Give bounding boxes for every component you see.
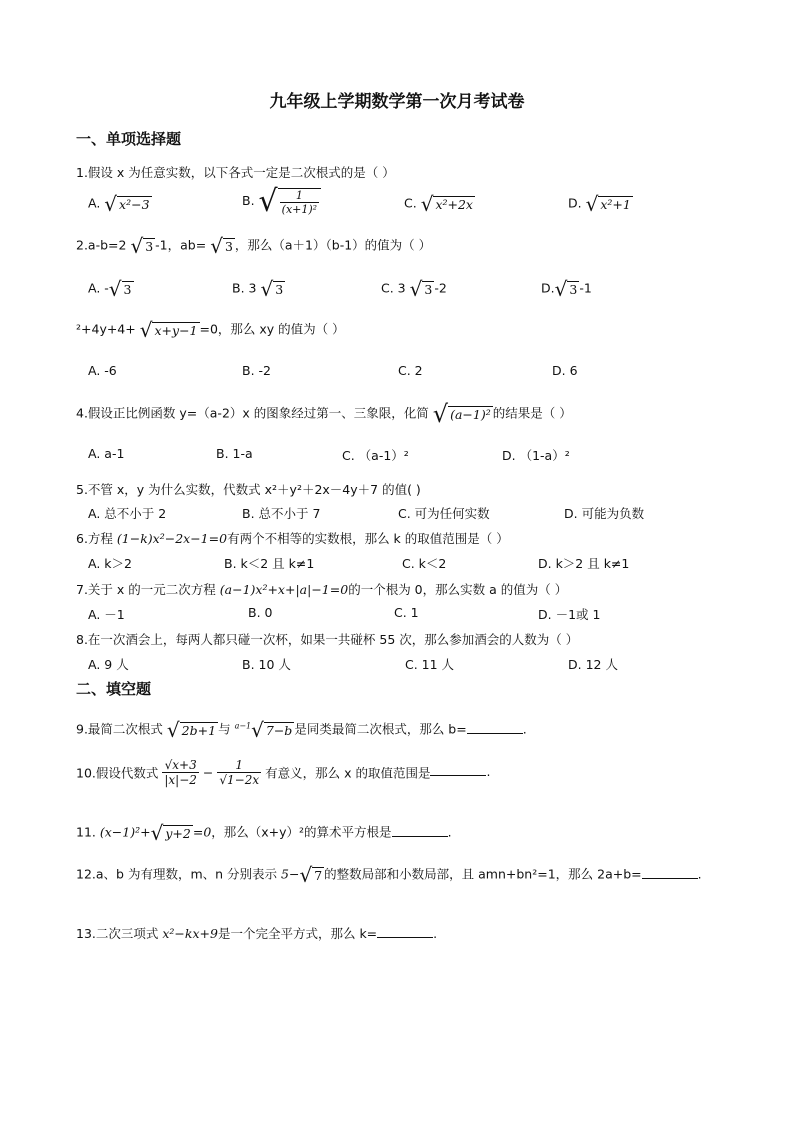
sqrt-icon: √ 2b+1 — [166, 718, 217, 742]
q6-option-d: D. k＞2 且 k≠1 — [538, 556, 630, 571]
sqrt-icon: √ 3 — [130, 234, 154, 258]
q4-option-a: A. a-1 — [88, 446, 125, 461]
sqrt-icon: √ $\frac{1}{\text{(x+1)²}}$ — [259, 184, 322, 219]
question-9-stem: 9.最简二次根式 √ 2b+1 与 $^{a-1}$√ 7−b 是同类最简二次根式，那么 b= . — [76, 718, 527, 742]
sqrt-icon: √ 3 — [260, 277, 284, 301]
question-3-stem: ²+4y+4+ √ x+y−1 =0，那么 xy 的值为（ ） — [76, 318, 345, 342]
q2-option-a: A. -√ 3 — [88, 277, 132, 301]
q2-option-d: D.√ 3 -1 — [541, 277, 592, 301]
q8-option-c: C. 11 人 — [405, 657, 455, 672]
question-2-stem: 2.a-b=2 √ 3 -1，ab= √ 3 ，那么（a＋1）（b-1）的值为（ ） — [76, 234, 432, 258]
page-title: 九年级上学期数学第一次月考试卷 — [269, 92, 525, 112]
section-heading-choice: 一、单项选择题 — [76, 130, 182, 148]
q5-option-d: D. 可能为负数 — [564, 506, 645, 521]
sqrt-icon: √ 3 — [210, 234, 233, 258]
question-13-stem: 13.二次三项式 x²−kx+9是一个完全平方式，那么 k= . — [76, 926, 438, 941]
sqrt-icon: √ 3 — [554, 277, 578, 301]
q3-option-b: B. -2 — [242, 363, 271, 378]
q5-option-b: B. 总不小于 7 — [242, 506, 321, 521]
q6-option-c: C. k＜2 — [402, 556, 447, 571]
q7-option-a: A. －1 — [88, 607, 125, 622]
question-12-stem: 12.a、b 为有理数，m、n 分别表示 5−√ 7 的整数局部和小数局部，且 amn+bn²=1，那么 2a+b= . — [76, 863, 702, 887]
q4-option-d: D. （1-a）² — [502, 448, 570, 463]
answer-blank[interactable] — [467, 732, 523, 734]
q4-option-b: B. 1-a — [216, 446, 253, 461]
question-10-stem: 10.假设代数式 $\frac{√x+3}{|x|-2}$ − $\frac{1}{√1-2x}$ 有意义，那么 x 的取值范围是 . — [76, 758, 491, 787]
q3-option-c: C. 2 — [398, 363, 423, 378]
q2-option-c: C. 3 √ 3 -2 — [381, 277, 447, 301]
q5-option-a: A. 总不小于 2 — [88, 506, 167, 521]
sqrt-icon: √ x²−3 — [104, 192, 150, 216]
sqrt-icon: √ x²+1 — [585, 192, 631, 216]
section-heading-fill: 二、填空题 — [76, 680, 152, 698]
q1-option-c: C. √ x²+2x — [404, 192, 473, 216]
q8-option-d: D. 12 人 — [568, 657, 618, 672]
q3-option-d: D. 6 — [552, 363, 578, 378]
question-6-stem: 6.方程 (1−k)x²−2x−1=0有两个不相等的实数根，那么 k 的取值范围是（ ） — [76, 531, 509, 546]
question-7-stem: 7.关于 x 的一元二次方程 (a−1)x²+x+|a|−1=0的一个根为 0，那么实数 a 的值为（ ） — [76, 582, 568, 597]
q2-option-b: B. 3 √ 3 — [232, 277, 284, 301]
question-5-stem: 5.不管 x，y 为什么实数，代数式 x²＋y²＋2x－4y＋7 的值( ) — [76, 482, 421, 497]
answer-blank[interactable] — [392, 835, 448, 837]
sqrt-icon: √ (a−1)² — [432, 400, 491, 428]
q1-option-d: D. √ x²+1 — [568, 192, 631, 216]
sqrt-icon: √ y+2 — [150, 821, 191, 845]
sqrt-icon: √ 3 — [409, 277, 433, 301]
q5-option-c: C. 可为任何实数 — [398, 506, 490, 521]
nth-root-icon: $^{a-1}$√ 7−b — [234, 718, 293, 742]
question-8-stem: 8.在一次酒会上，每两人都只碰一次杯，如果一共碰杯 55 次，那么参加酒会的人数为（ ） — [76, 632, 579, 647]
sqrt-icon: √ 7 — [299, 863, 323, 887]
q7-option-b: B. 0 — [248, 605, 273, 620]
q1-option-b: B. √ $\frac{1}{\text{(x+1)²}}$ — [242, 184, 321, 219]
answer-blank[interactable] — [642, 877, 698, 879]
question-11-stem: 11. (x−1)²+√ y+2 =0，那么（x+y）²的算术平方根是 . — [76, 821, 452, 845]
q8-option-a: A. 9 人 — [88, 657, 129, 672]
q7-option-d: D. －1或 1 — [538, 607, 601, 622]
question-1-stem: 1.假设 x 为任意实数，以下各式一定是二次根式的是（ ） — [76, 165, 395, 180]
q3-option-a: A. -6 — [88, 363, 117, 378]
question-4-stem: 4.假设正比例函数 y=（a-2）x 的图象经过第一、三象限，化简 √ (a−1)² 的结果是（ ） — [76, 400, 572, 428]
q7-option-c: C. 1 — [394, 605, 419, 620]
answer-blank[interactable] — [377, 936, 433, 938]
q1-option-a: A. √ x²−3 — [88, 192, 150, 216]
q6-option-b: B. k＜2 且 k≠1 — [224, 556, 315, 571]
sqrt-icon: √ x²+2x — [420, 192, 473, 216]
q4-option-c: C. （a-1）² — [342, 448, 409, 463]
sqrt-icon: √ x+y−1 — [139, 318, 198, 342]
answer-blank[interactable] — [430, 774, 486, 776]
q6-option-a: A. k＞2 — [88, 556, 132, 571]
sqrt-icon: √ 3 — [108, 277, 132, 301]
q8-option-b: B. 10 人 — [242, 657, 291, 672]
